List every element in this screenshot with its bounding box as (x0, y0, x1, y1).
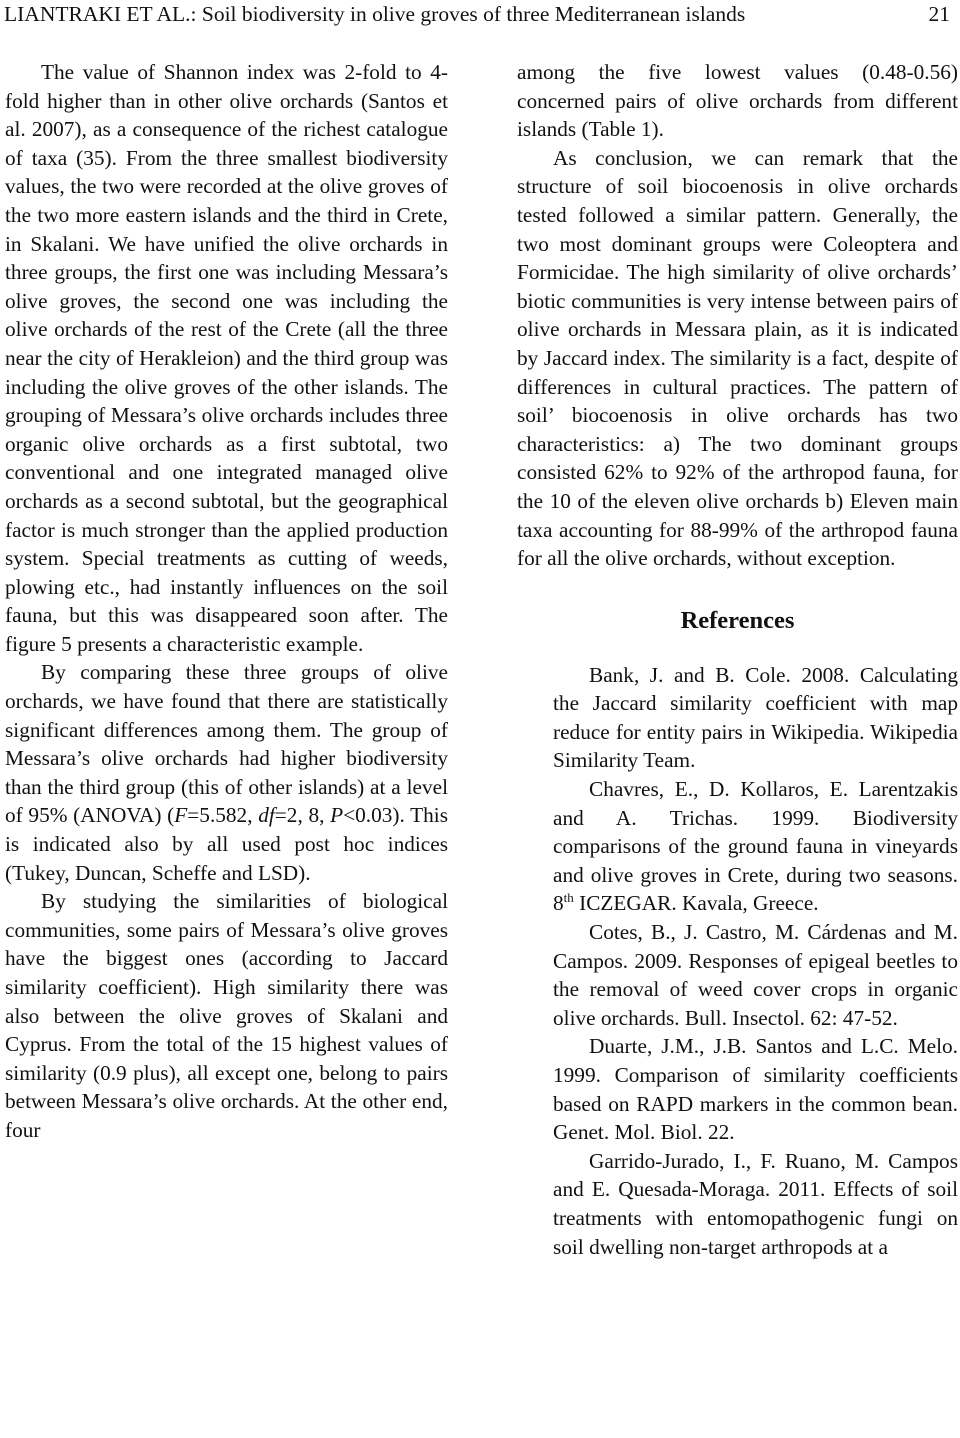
reference-chavres-text: Chavres, E., D. Kollaros, E. Larentzakis and A. Trichas. 1999. Biodiversity comparisons of the ground fauna in vineyards and olive groves in Crete, during two seasons. 8 (553, 777, 958, 916)
references-heading: References (680, 606, 795, 634)
reference-duarte: Duarte, J.M., J.B. Santos and L.C. Melo. 1999. Comparison of similarity coefficients based on RAPD markers in the common bean. Genet. Mol. Biol. 22. (553, 1034, 958, 1145)
reference-cotes: Cotes, B., J. Castro, M. Cárdenas and M. Campos. 2009. Responses of epigeal beetles to the removal of weed cover crops in organic olive orchards. Bull. Insectol. 62: 47-52. (553, 920, 958, 1030)
reference-garrido: Garrido-Jurado, I., F. Ruano, M. Campos and E. Quesada-Moraga. 2011. Effects of soil treatments with entomopathogenic fungi on soil dwelling non-target arthropods at a (553, 1148, 958, 1259)
body-paragraph-continued: among the five lowest values (0.48-0.56) concerned pairs of olive orchards from different islands (Table 1). (517, 60, 958, 142)
body-paragraph-similarity: By studying the similarities of biological communities, some pairs of Messara’s olive groves have the biggest ones (according to Jaccard similarity coefficient). High similarity there was also between the olive groves of Skalani and Cyprus. From the total of the 15 highest values of similarity (0.9 plus), all except one, belong to pairs between Messara’s olive orchards. At the other end, four (5, 889, 448, 1142)
reference-chavres-tail: ICZEGAR. Kavala, Greece. (573, 891, 819, 916)
p-value-text: <0.03). This is indicated also by all used post hoc indices (Tukey, Duncan, Scheffe and LSD). (5, 803, 448, 885)
f-statistic-label: F (174, 803, 188, 828)
page-number: 21 (928, 2, 950, 26)
reference-chavres (517, 775, 958, 918)
running-header (0, 0, 960, 32)
f-statistic-value: =5.582, (187, 803, 259, 828)
right-column (517, 58, 958, 1261)
running-title: LIANTRAKI ET AL.: Soil biodiversity in olive groves of three Mediterranean islands (4, 2, 746, 26)
body-paragraph-anova (5, 658, 448, 887)
body-paragraph-conclusion: As conclusion, we can remark that the structure of soil biocoenosis in olive orchards tested followed a similar pattern. Generally, the two most dominant groups were Coleoptera and Formicidae. The high similarity of olive orchards’ biotic communities is very intense between pairs of olive orchards in Messara plain, as it is indicated by Jaccard index. The similarity is a fact, despite of differences in cultural practices. The pattern of soil’ biocoenosis in olive orchards has two characteristics: a) The two dominant groups consisted 62% to 92% of the arthropod fauna, for the 10 of the eleven olive orchards b) Eleven main taxa accounting for 88-99% of the arthropod fauna for all the olive orchards, without exception. (517, 145, 958, 571)
df-label: df (258, 803, 275, 828)
df-value: =2, 8, (274, 803, 331, 828)
reference-bank: Bank, J. and B. Cole. 2008. Calculating the Jaccard similarity coefficient with map reduce for entity pairs in Wikipedia. Wikipedia Similarity Team. (553, 662, 958, 773)
anova-text: By comparing these three groups of olive orchards, we have found that there are statistically significant differences among them. The group of Messara’s olive orchards had higher biodiversity than the third group (this of other islands) at a level of 95% (ANOVA) ( (5, 660, 448, 828)
ordinal-superscript: th (563, 890, 574, 906)
body-paragraph-shannon: The value of Shannon index was 2-fold to 4-fold higher than in other olive orchards (Santos et al. 2007), as a consequence of the richest catalogue of taxa (35). From the three smallest biodiversity values, the two were recorded at the olive groves of the two more eastern islands and the third in Crete, in Skalani. We have unified the olive orchards in three groups, the first one was including Messara’s olive groves, the second one was including the olive orchards of the rest of the Crete (all the three near the city of Herakleion) and the third group was including the olive groves of the other islands. The grouping of Messara’s olive orchards includes three organic olive orchards as a first subtotal, two conventional and one integrated managed olive orchards as a second subtotal, but the geographical factor is much stronger than the applied production system. Special treatments as cutting of weeds, plowing etc., had instantly influences on the soil fauna, but this was disappeared soon after. The figure 5 presents a characteristic example. (5, 60, 448, 656)
left-column (5, 58, 448, 1145)
p-value-label: P (330, 803, 344, 828)
